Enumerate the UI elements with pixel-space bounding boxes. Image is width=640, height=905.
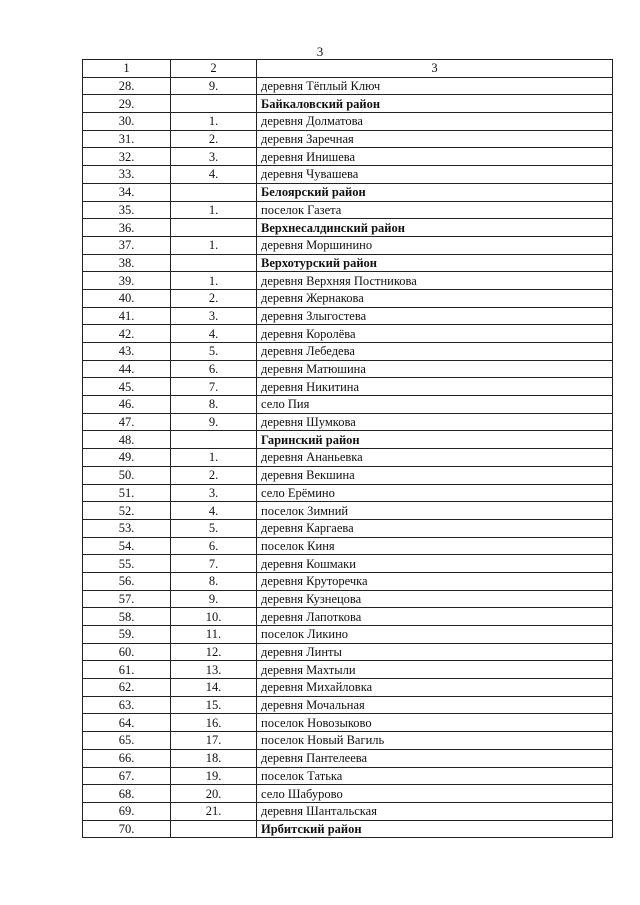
district-name-cell: Верхотурский район <box>257 254 613 272</box>
row-number-cell: 35. <box>83 201 171 219</box>
row-number-cell: 55. <box>83 555 171 573</box>
district-header-row <box>83 254 613 272</box>
table-row <box>83 608 613 626</box>
table-row <box>83 148 613 166</box>
settlement-name-cell: деревня Моршинино <box>257 236 613 254</box>
table-row <box>83 714 613 732</box>
row-number-cell: 64. <box>83 714 171 732</box>
table-row <box>83 166 613 184</box>
row-number-cell: 38. <box>83 254 171 272</box>
district-index-cell: 5. <box>171 519 257 537</box>
row-number-cell: 47. <box>83 413 171 431</box>
district-index-cell: 13. <box>171 661 257 679</box>
table-row <box>83 360 613 378</box>
settlement-name-cell: деревня Заречная <box>257 130 613 148</box>
row-number-cell: 46. <box>83 396 171 414</box>
table-row <box>83 113 613 131</box>
row-number-cell: 65. <box>83 732 171 750</box>
district-name-cell: Верхнесалдинский район <box>257 219 613 237</box>
settlement-name-cell: деревня Долматова <box>257 113 613 131</box>
district-name-cell: Ирбитский район <box>257 820 613 838</box>
row-number-cell: 39. <box>83 272 171 290</box>
district-index-cell <box>171 431 257 449</box>
row-number-cell: 31. <box>83 130 171 148</box>
row-number-cell: 42. <box>83 325 171 343</box>
district-name-cell: Белоярский район <box>257 183 613 201</box>
district-index-cell: 18. <box>171 749 257 767</box>
table-row <box>83 661 613 679</box>
settlement-name-cell: деревня Каргаева <box>257 519 613 537</box>
district-name-cell: Байкаловский район <box>257 95 613 113</box>
settlement-name-cell: поселок Новозыково <box>257 714 613 732</box>
table-row <box>83 626 613 644</box>
district-index-cell: 7. <box>171 555 257 573</box>
district-index-cell: 14. <box>171 679 257 697</box>
settlement-name-cell: деревня Матюшина <box>257 360 613 378</box>
district-index-cell: 15. <box>171 696 257 714</box>
table-row <box>83 484 613 502</box>
column-header-1: 1 <box>83 60 171 78</box>
row-number-cell: 36. <box>83 219 171 237</box>
row-number-cell: 62. <box>83 679 171 697</box>
table-row <box>83 396 613 414</box>
district-index-cell: 3. <box>171 148 257 166</box>
district-index-cell: 11. <box>171 626 257 644</box>
row-number-cell: 54. <box>83 537 171 555</box>
row-number-cell: 52. <box>83 502 171 520</box>
row-number-cell: 32. <box>83 148 171 166</box>
district-index-cell: 4. <box>171 166 257 184</box>
table-row <box>83 802 613 820</box>
row-number-cell: 43. <box>83 343 171 361</box>
district-index-cell: 10. <box>171 608 257 626</box>
district-index-cell: 1. <box>171 236 257 254</box>
row-number-cell: 30. <box>83 113 171 131</box>
settlement-name-cell: деревня Кузнецова <box>257 590 613 608</box>
table-row <box>83 785 613 803</box>
district-header-row <box>83 219 613 237</box>
district-index-cell: 2. <box>171 466 257 484</box>
table-row <box>83 449 613 467</box>
row-number-cell: 56. <box>83 572 171 590</box>
row-number-cell: 51. <box>83 484 171 502</box>
row-number-cell: 67. <box>83 767 171 785</box>
district-index-cell: 19. <box>171 767 257 785</box>
settlement-name-cell: деревня Жернакова <box>257 289 613 307</box>
settlement-name-cell: деревня Лапоткова <box>257 608 613 626</box>
table-row <box>83 466 613 484</box>
settlement-name-cell: деревня Злыгостева <box>257 307 613 325</box>
table-row <box>83 236 613 254</box>
settlement-name-cell: поселок Зимний <box>257 502 613 520</box>
table-body <box>83 77 613 838</box>
row-number-cell: 70. <box>83 820 171 838</box>
row-number-cell: 48. <box>83 431 171 449</box>
table-row <box>83 572 613 590</box>
settlement-name-cell: поселок Киня <box>257 537 613 555</box>
settlement-name-cell: деревня Чувашева <box>257 166 613 184</box>
settlement-name-cell: деревня Векшина <box>257 466 613 484</box>
settlement-name-cell: деревня Инишева <box>257 148 613 166</box>
settlement-name-cell: деревня Мочальная <box>257 696 613 714</box>
settlement-name-cell: деревня Лебедева <box>257 343 613 361</box>
settlement-name-cell: деревня Кошмаки <box>257 555 613 573</box>
row-number-cell: 49. <box>83 449 171 467</box>
district-index-cell: 16. <box>171 714 257 732</box>
district-index-cell: 9. <box>171 413 257 431</box>
district-header-row <box>83 431 613 449</box>
row-number-cell: 33. <box>83 166 171 184</box>
table-row <box>83 555 613 573</box>
page-number: 3 <box>316 44 324 59</box>
district-index-cell: 5. <box>171 343 257 361</box>
settlement-name-cell: село Ерёмино <box>257 484 613 502</box>
district-index-cell: 3. <box>171 307 257 325</box>
table-row <box>83 643 613 661</box>
settlement-name-cell: поселок Газета <box>257 201 613 219</box>
district-index-cell <box>171 219 257 237</box>
row-number-cell: 50. <box>83 466 171 484</box>
table-row <box>83 413 613 431</box>
settlement-name-cell: деревня Шантальская <box>257 802 613 820</box>
district-index-cell <box>171 820 257 838</box>
district-index-cell: 8. <box>171 396 257 414</box>
district-index-cell: 9. <box>171 590 257 608</box>
settlement-name-cell: деревня Шумкова <box>257 413 613 431</box>
settlement-name-cell: деревня Линты <box>257 643 613 661</box>
district-index-cell: 4. <box>171 325 257 343</box>
row-number-cell: 66. <box>83 749 171 767</box>
table-row <box>83 749 613 767</box>
column-header-3: 3 <box>257 60 613 78</box>
district-index-cell <box>171 183 257 201</box>
district-index-cell: 6. <box>171 360 257 378</box>
table-row <box>83 696 613 714</box>
table-row <box>83 77 613 95</box>
settlement-name-cell: село Пия <box>257 396 613 414</box>
district-index-cell: 21. <box>171 802 257 820</box>
district-index-cell: 20. <box>171 785 257 803</box>
table-row <box>83 767 613 785</box>
district-index-cell: 2. <box>171 289 257 307</box>
settlement-name-cell: деревня Пантелеева <box>257 749 613 767</box>
district-index-cell: 7. <box>171 378 257 396</box>
settlement-name-cell: деревня Королёва <box>257 325 613 343</box>
row-number-cell: 58. <box>83 608 171 626</box>
district-index-cell: 1. <box>171 449 257 467</box>
district-index-cell: 1. <box>171 113 257 131</box>
table-row <box>83 343 613 361</box>
table-row <box>83 307 613 325</box>
settlement-name-cell: деревня Михайловка <box>257 679 613 697</box>
district-header-row <box>83 820 613 838</box>
settlement-name-cell: поселок Новый Вагиль <box>257 732 613 750</box>
settlement-name-cell: деревня Круторечка <box>257 572 613 590</box>
row-number-cell: 41. <box>83 307 171 325</box>
row-number-cell: 68. <box>83 785 171 803</box>
settlement-name-cell: село Шабурово <box>257 785 613 803</box>
row-number-cell: 53. <box>83 519 171 537</box>
row-number-cell: 59. <box>83 626 171 644</box>
settlement-name-cell: деревня Никитина <box>257 378 613 396</box>
row-number-cell: 63. <box>83 696 171 714</box>
table-row <box>83 130 613 148</box>
row-number-cell: 28. <box>83 77 171 95</box>
district-index-cell: 3. <box>171 484 257 502</box>
table-row <box>83 537 613 555</box>
district-index-cell: 8. <box>171 572 257 590</box>
district-index-cell: 1. <box>171 272 257 290</box>
table-row <box>83 289 613 307</box>
district-index-cell: 17. <box>171 732 257 750</box>
settlement-name-cell: деревня Тёплый Ключ <box>257 77 613 95</box>
settlement-name-cell: деревня Махтыли <box>257 661 613 679</box>
table-row <box>83 732 613 750</box>
row-number-cell: 29. <box>83 95 171 113</box>
settlements-table <box>82 59 613 838</box>
row-number-cell: 45. <box>83 378 171 396</box>
row-number-cell: 44. <box>83 360 171 378</box>
row-number-cell: 34. <box>83 183 171 201</box>
table-row <box>83 378 613 396</box>
table-row <box>83 590 613 608</box>
row-number-cell: 69. <box>83 802 171 820</box>
row-number-cell: 61. <box>83 661 171 679</box>
district-name-cell: Гаринский район <box>257 431 613 449</box>
row-number-cell: 40. <box>83 289 171 307</box>
table-row <box>83 502 613 520</box>
table-row <box>83 325 613 343</box>
district-index-cell: 9. <box>171 77 257 95</box>
district-index-cell: 6. <box>171 537 257 555</box>
column-header-2: 2 <box>171 60 257 78</box>
table-row <box>83 272 613 290</box>
table-row <box>83 519 613 537</box>
district-index-cell <box>171 254 257 272</box>
row-number-cell: 57. <box>83 590 171 608</box>
district-index-cell: 4. <box>171 502 257 520</box>
row-number-cell: 60. <box>83 643 171 661</box>
district-index-cell <box>171 95 257 113</box>
row-number-cell: 37. <box>83 236 171 254</box>
district-header-row <box>83 95 613 113</box>
table-row <box>83 679 613 697</box>
district-index-cell: 2. <box>171 130 257 148</box>
table-row <box>83 201 613 219</box>
settlement-name-cell: поселок Ликино <box>257 626 613 644</box>
district-index-cell: 1. <box>171 201 257 219</box>
district-index-cell: 12. <box>171 643 257 661</box>
settlement-name-cell: поселок Татька <box>257 767 613 785</box>
settlement-name-cell: деревня Ананьевка <box>257 449 613 467</box>
district-header-row <box>83 183 613 201</box>
settlement-name-cell: деревня Верхняя Постникова <box>257 272 613 290</box>
table-header-row <box>83 60 613 78</box>
